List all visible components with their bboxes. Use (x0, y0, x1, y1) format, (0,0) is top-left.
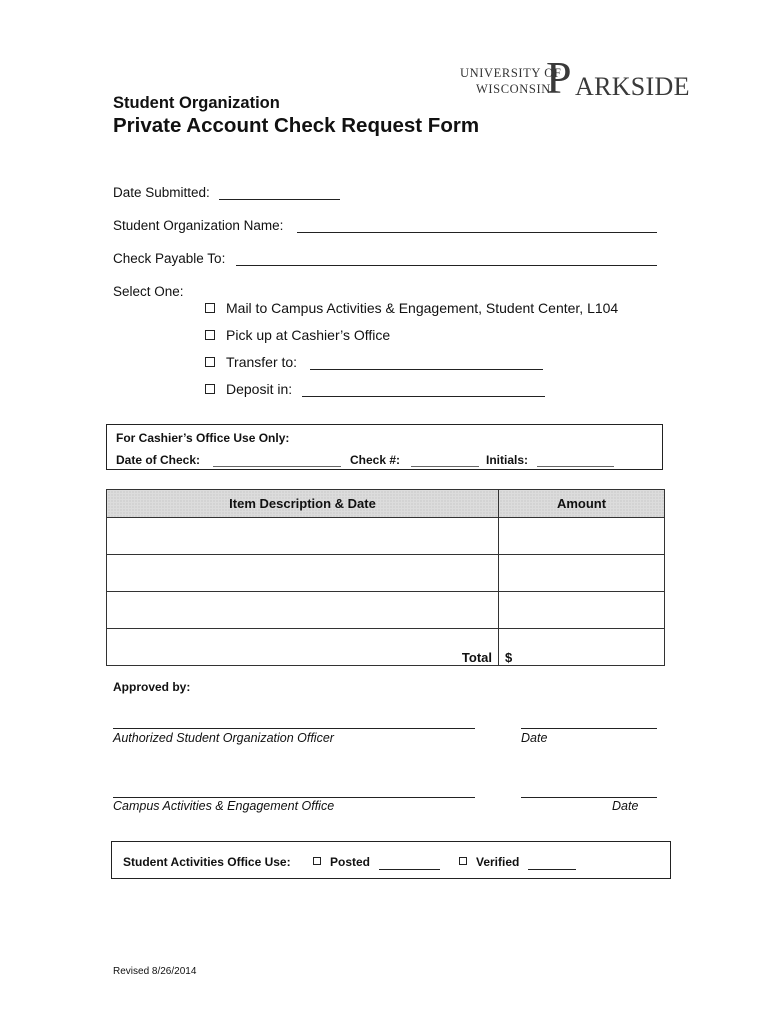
option-transfer-label: Transfer to: (226, 354, 298, 370)
approved-by-heading: Approved by: (113, 680, 191, 694)
total-label: Total (107, 629, 499, 666)
university-logo (458, 52, 718, 106)
initials-field[interactable] (537, 466, 614, 467)
verified-label: Verified (476, 855, 520, 869)
officer-signature-line[interactable] (113, 728, 475, 729)
transfer-field[interactable] (310, 369, 543, 370)
logo-line-university: UNIVERSITY OF (460, 66, 562, 80)
officer-date-caption: Date (521, 731, 548, 745)
payable-to-label: Check Payable To: (113, 251, 226, 266)
payable-to-field[interactable] (236, 265, 657, 266)
form-title: Private Account Check Request Form (113, 114, 480, 137)
table-header-row (107, 490, 665, 518)
option-transfer-checkbox[interactable] (205, 357, 215, 367)
option-mail-label: Mail to Campus Activities & Engagement, Student Center, L104 (226, 300, 619, 316)
form-subtitle: Student Organization (113, 94, 280, 112)
select-one-label: Select One: (113, 284, 184, 299)
total-amount-cell[interactable]: $ (499, 629, 665, 666)
table-row (107, 518, 665, 555)
org-name-label: Student Organization Name: (113, 218, 284, 233)
deposit-field[interactable] (302, 396, 545, 397)
table-row (107, 555, 665, 592)
sao-label: Student Activities Office Use: (123, 855, 291, 869)
posted-field[interactable] (379, 869, 440, 870)
office-signature-line[interactable] (113, 797, 475, 798)
logo-initial: P (546, 52, 572, 103)
logo-line-wisconsin: WISCONSIN (476, 82, 551, 96)
amount-header: Amount (499, 490, 665, 518)
amount-cell[interactable] (499, 555, 665, 592)
officer-date-line[interactable] (521, 728, 657, 729)
option-deposit-checkbox[interactable] (205, 384, 215, 394)
cashier-heading: For Cashier’s Office Use Only: (116, 431, 290, 445)
check-number-field[interactable] (411, 466, 479, 467)
items-table (106, 489, 665, 666)
office-date-caption: Date (612, 799, 639, 813)
date-submitted-field[interactable] (219, 199, 340, 200)
option-pickup-checkbox[interactable] (205, 330, 215, 340)
total-row (107, 629, 665, 666)
item-description-cell[interactable] (107, 592, 499, 629)
verified-checkbox[interactable] (459, 857, 467, 865)
item-description-cell[interactable] (107, 555, 499, 592)
item-description-cell[interactable] (107, 518, 499, 555)
logo-wordmark: ARKSIDE (575, 72, 690, 101)
student-activities-office-box (111, 841, 671, 879)
item-description-header: Item Description & Date (107, 490, 499, 518)
revised-date: Revised 8/26/2014 (113, 966, 197, 977)
option-pickup-label: Pick up at Cashier’s Office (226, 327, 391, 343)
date-submitted-label: Date Submitted: (113, 185, 210, 200)
verified-field[interactable] (528, 869, 576, 870)
date-of-check-label: Date of Check: (116, 453, 201, 467)
officer-caption: Authorized Student Organization Officer (113, 731, 334, 745)
initials-label: Initials: (486, 453, 529, 467)
table-row (107, 592, 665, 629)
posted-label: Posted (330, 855, 371, 869)
option-deposit-label: Deposit in: (226, 381, 293, 397)
org-name-field[interactable] (297, 232, 657, 233)
posted-checkbox[interactable] (313, 857, 321, 865)
cashier-use-box (106, 424, 663, 470)
option-mail-checkbox[interactable] (205, 303, 215, 313)
amount-cell[interactable] (499, 518, 665, 555)
office-date-line[interactable] (521, 797, 657, 798)
amount-cell[interactable] (499, 592, 665, 629)
check-number-label: Check #: (350, 453, 401, 467)
date-of-check-field[interactable] (213, 466, 341, 467)
office-caption: Campus Activities & Engagement Office (113, 799, 335, 813)
